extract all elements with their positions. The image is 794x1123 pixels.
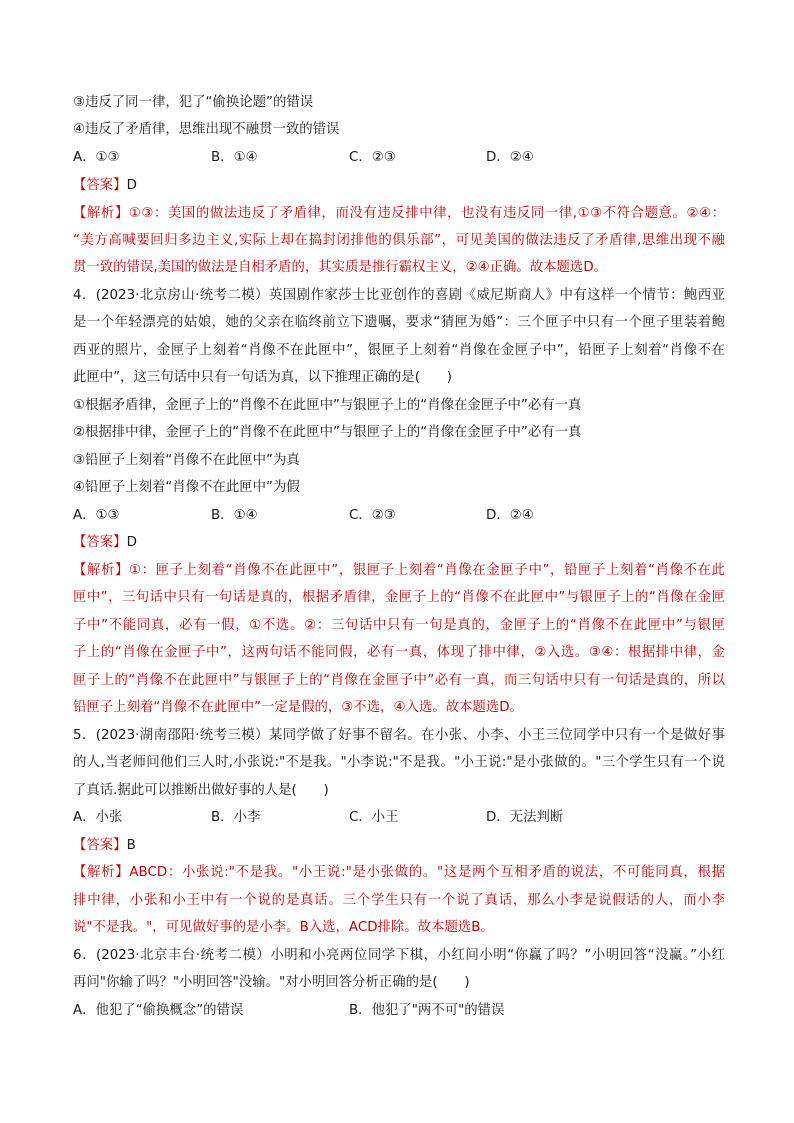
q4-analysis-line-1 — [73, 561, 725, 580]
q3-analysis-line-3: 贯一致的错误,美国的做法是自相矛盾的，其实质是推行霸权主义，②④正确。故本题选D。 — [73, 260, 608, 275]
q4-stem-line-2: 是一个年轻漂亮的姑娘，她的父亲在临终前立下遗嘱，要求“猜匣为婚”：三个匣子中只有一个匣子里装着鲍 — [73, 315, 725, 330]
q4-statement-4: ④铅匣子上刻着“肖像不在此匣中”为假 — [73, 480, 300, 495]
q4-statement-1: ①根据矛盾律，金匣子上的“肖像不在此匣中”与银匣子上的“肖像在金匣子中”必有一真 — [73, 398, 582, 413]
answer-tag: 【答案】 — [73, 535, 127, 550]
q5-option-b: B．小李 — [211, 810, 261, 825]
q5-option-c: C．小王 — [349, 810, 399, 825]
q4-answer — [73, 533, 137, 552]
q5-stem-line-1: 5．(2023·湖南邵阳·统考三模）某同学做了好事不留名。在小张、小李、小王三位同学中只有一个是做好事 — [73, 728, 725, 743]
q5-option-d: D．无法判断 — [486, 810, 564, 825]
q3-option-b: B．①④ — [211, 150, 258, 165]
analysis-tag: 【解析】 — [73, 563, 130, 578]
q4-analysis-line-3: 子中”不能同真，必有一假，①不选。②：三句话中只有一句是真的，金匣子上的“肖像不在此匣中”与银匣 — [73, 618, 725, 633]
q4-analysis-line-6: 铅匣子上刻着“肖像不在此匣中”一定是假的，③不选，④入选。故本题选D。 — [73, 700, 523, 715]
q5-analysis-line-2: 排中律，小张和小王中有一个说的是真话。三个学生只有一个说了真话，那么小李是说假话的人，而小李 — [73, 893, 725, 908]
q3-answer — [73, 176, 137, 195]
analysis-text: ①③：美国的做法违反了矛盾律，而没有违反排中律，也没有违反同一律,①③不符合题意。②④： — [128, 206, 726, 221]
q4-analysis-line-4: 子上的“肖像在金匣子中”，这两句话不能同假，必有一真，体现了排中律，②入选。③④：根据排中律，金 — [73, 645, 725, 660]
q6-stem-line-1: 6．(2023·北京丰台·统考二模）小明和小亮两位同学下棋，小红问小明“你赢了吗？”小明回答“没赢。”小红 — [73, 948, 725, 963]
q4-options — [73, 506, 733, 525]
q3-options — [73, 148, 733, 167]
answer-tag: 【答案】 — [73, 838, 127, 853]
q4-analysis-line-2: 匣中”，三句话中只有一句话是真的，根据矛盾律，金匣子上的“肖像不在此匣中”与银匣子上的“肖像在金匣 — [73, 590, 725, 605]
q5-stem-line-2: 的人,当老师问他们三人时,小张说:"不是我。"小李说:"不是我。"小王说:"是小张做的。"三个学生只有一个说 — [73, 755, 725, 770]
q5-option-a: A．小张 — [73, 810, 123, 825]
answer-tag: 【答案】 — [73, 178, 127, 193]
q4-option-d: D．②④ — [486, 508, 534, 523]
q3-statement-3: ③违反了同一律，犯了“偷换论题”的错误 — [73, 95, 314, 110]
q4-stem-line-3: 西亚的照片，金匣子上刻着“肖像不在此匣中”，银匣子上刻着“肖像在金匣子中”，铅匣子上刻着“肖像不在 — [73, 343, 725, 358]
q3-option-d: D．②④ — [486, 150, 534, 165]
q4-statement-3: ③铅匣子上刻着“肖像不在此匣中”为真 — [73, 453, 300, 468]
q4-stem-line-1: 4．(2023·北京房山·统考二模）英国剧作家莎士比亚创作的喜剧《威尼斯商人》中有这样一个情节：鲍西亚 — [73, 288, 725, 303]
answer-value: D — [126, 178, 137, 193]
analysis-text: ①：匣子上刻着“肖像不在此匣中”，银匣子上刻着“肖像在金匣子中”，铅匣子上刻着“肖像不在此 — [129, 563, 725, 578]
q4-option-c: C．②③ — [349, 508, 396, 523]
analysis-tag: 【解析】 — [73, 206, 129, 221]
q3-statement-4: ④违反了矛盾律，思维出现不融贯一致的错误 — [73, 122, 340, 137]
q4-option-a: A．①③ — [73, 508, 120, 523]
q5-answer — [73, 836, 136, 855]
q3-option-a: A．①③ — [73, 150, 120, 165]
q6-option-b: B．他犯了"两不可"的错误 — [349, 1003, 505, 1018]
q4-option-b: B．①④ — [211, 508, 258, 523]
analysis-tag: 【解析】 — [73, 865, 130, 880]
q5-stem-line-3: 了真话.据此可以推断出做好事的人是( ) — [73, 783, 329, 798]
q4-stem-line-4: 此匣中”，这三句话中只有一句话为真，以下推理正确的是( ) — [73, 370, 452, 385]
answer-value: B — [126, 838, 136, 853]
analysis-text: ABCD：小张说:"不是我。"小王说:"是小张做的。"这是两个互相矛盾的说法，不可能同真，根据 — [129, 865, 725, 880]
q3-analysis-line-1 — [73, 204, 725, 223]
q5-analysis-line-1 — [73, 863, 725, 882]
q3-option-c: C．②③ — [349, 150, 396, 165]
q5-analysis-line-3: 说"不是我。"，可见做好事的是小李。B入选，ACD排除。故本题选B。 — [73, 920, 494, 935]
answer-value: D — [126, 535, 137, 550]
q4-analysis-line-5: 匣子上的“肖像不在此匣中”与银匣子上的“肖像在金匣子中”必有一真，而三句话中只有一句话是真的，所以 — [73, 673, 725, 688]
q6-options — [73, 1001, 733, 1020]
q6-option-a: A．他犯了“偷换概念”的错误 — [73, 1003, 244, 1018]
q3-analysis-line-2: “美方高喊要回归多边主义,实际上却在搞封闭排他的俱乐部”，可见美国的做法违反了矛盾律,思维出现不融 — [73, 233, 725, 248]
q6-stem-line-2: 再问"你输了吗？"小明回答"没输。"对小明回答分析正确的是( ) — [73, 975, 470, 990]
q4-statement-2: ②根据排中律，金匣子上的“肖像不在此匣中”与银匣子上的“肖像在金匣子中”必有一真 — [73, 425, 582, 440]
q5-options — [73, 808, 733, 827]
